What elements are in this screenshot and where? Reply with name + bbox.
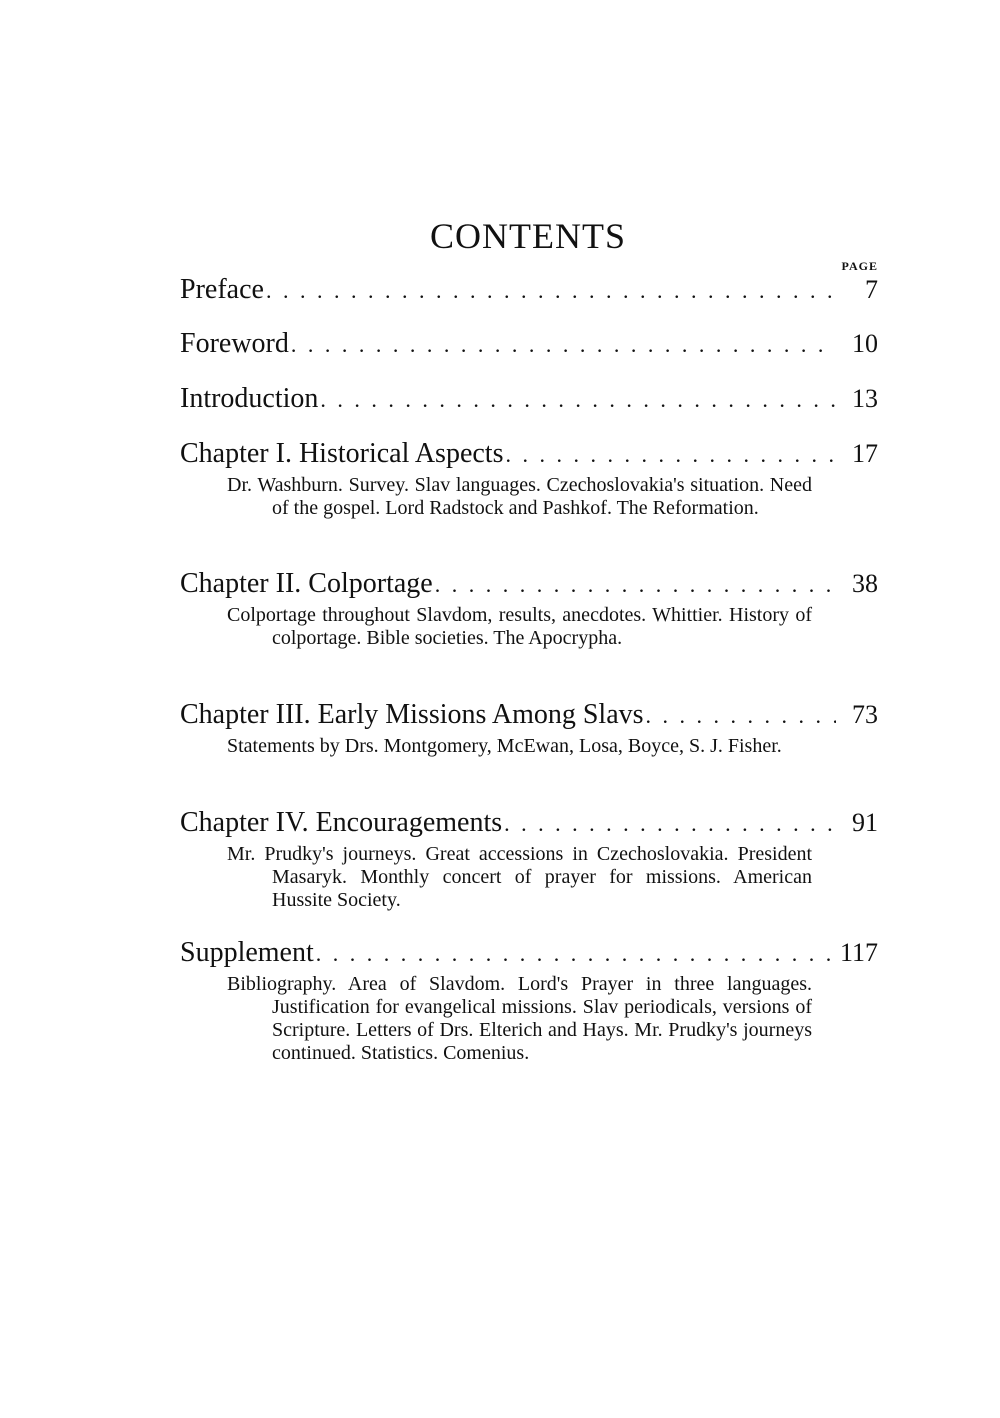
toc-entry-page: 17 [852,439,878,468]
toc-entry-title: Chapter I. Historical Aspects [180,438,504,469]
dot-leader [318,383,836,417]
toc-entry-page: 13 [852,384,878,413]
toc-entry-title: Foreword [180,328,289,359]
toc-entry-supplement[interactable] [180,936,878,1065]
page-column-label: PAGE [841,259,878,273]
dot-leader [502,807,836,841]
toc-entry-page: 73 [852,700,878,729]
toc-entry-description: Colportage throughout Slavdom, results, anecdotes. Whittier. History of colportage. Bible societies. The Apocrypha. [227,604,812,649]
toc-entry-introduction[interactable] [180,382,878,417]
toc-entry-description: Mr. Prudky's journeys. Great accessions in Czechoslovakia. President Masaryk. Monthly concert of prayer for missions. American Hussite Society. [227,843,812,911]
dot-leader [503,438,836,472]
toc-entry-title: Chapter IV. Encouragements [180,807,503,838]
toc-entry-foreword[interactable] [180,327,878,362]
toc-entry-page: 7 [865,275,878,304]
toc-entry-page: 38 [852,569,878,598]
toc-entry-chapter-4[interactable] [180,806,878,912]
dot-leader [289,328,836,362]
dot-leader [433,568,836,602]
toc-entry-title: Preface [180,274,264,305]
toc-entry-preface[interactable] [180,273,878,308]
page-title: CONTENTS [430,216,626,256]
toc-entry-title: Chapter III. Early Missions Among Slavs [180,699,644,730]
toc-entry-description: Bibliography. Area of Slavdom. Lord's Prayer in three languages. Justification for evangelical missions. Slav periodicals, versions of Scripture. Letters of Drs. Elterich and Hays. Mr. Prudky's journeys continued. Statistics. Comenius. [227,973,812,1064]
toc-entry-title: Supplement [180,937,314,968]
toc-entry-chapter-3[interactable] [180,698,878,758]
toc-entry-page: 117 [839,938,878,967]
toc-entry-title: Introduction [180,383,319,414]
toc-entry-chapter-1[interactable] [180,437,878,520]
toc-entry-description: Statements by Drs. Montgomery, McEwan, Losa, Boyce, S. J. Fisher. [227,735,782,757]
dot-leader [644,699,836,733]
dot-leader [264,274,836,308]
dot-leader [314,937,836,971]
toc-entry-page: 91 [852,808,878,837]
toc-entry-title: Chapter II. Colportage [180,568,433,599]
toc-entry-page: 10 [852,329,878,358]
toc-entry-chapter-2[interactable] [180,567,878,650]
toc-entry-description: Dr. Washburn. Survey. Slav languages. Czechoslovakia's situation. Need of the gospel. Lord Radstock and Pashkof. The Reformation. [227,474,812,519]
